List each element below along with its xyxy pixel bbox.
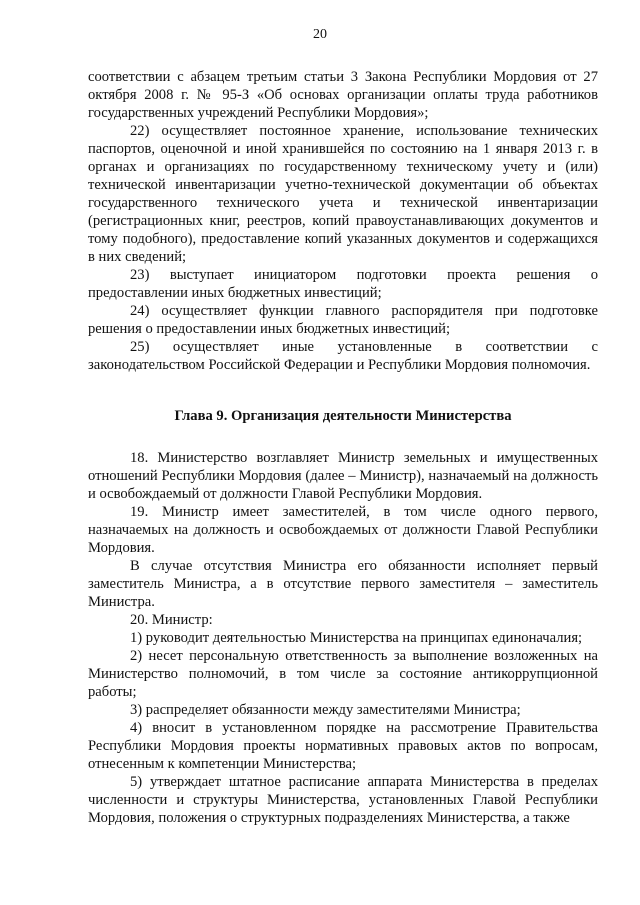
clause-19: 19. Министр имеет заместителей, в том числе одного первого, назначаемых на должность и освобождаемых от должности Главой Республики Мордовия.: [88, 504, 598, 556]
chapter-heading: Глава 9. Организация деятельности Министерства: [174, 408, 512, 424]
paragraph-continuation: соответствии с абзацем третьим статьи 3 Закона Республики Мордовия от 27 октября 2008 г. № 95-З «Об основах организации оплаты труда работников государственных учреждений Республики Мордовия»;: [88, 69, 598, 121]
clause-20-item-3: 3) распределяет обязанности между заместителями Министра;: [130, 702, 521, 718]
list-item-22: 22) осуществляет постоянное хранение, использование технических паспортов, оценочной и иной хранившейся по состоянию на 1 января 2013 г. в органах и организациях по государственному техническому учету и (или) технической инвентаризации учетно-технической документации об объектах государственного технического учета и технической инвентаризации (регистрационных книг, реестров, копий правоустанавливающих документов и тому подобного), предоставление копий указанных документов и содержащихся в них сведений;: [88, 123, 598, 265]
clause-20-item-5: 5) утверждает штатное расписание аппарата Министерства в пределах численности и структуры Министерства, установленных Главой Республики Мордовия, положения о структурных подразделениях Министерства, а также: [88, 774, 598, 826]
document-body: [88, 68, 598, 827]
list-item-24: 24) осуществляет функции главного распорядителя при подготовке решения о предоставлении иных бюджетных инвестиций;: [88, 303, 598, 337]
clause-20-item-1: 1) руководит деятельностью Министерства на принципах единоначалия;: [130, 630, 583, 646]
clause-18: 18. Министерство возглавляет Министр земельных и имущественных отношений Республики Мордовия (далее – Министр), назначаемый на должность и освобождаемый от должности Главой Республики Мордовия.: [88, 450, 598, 502]
clause-20-item-2: 2) несет персональную ответственность за выполнение возложенных на Министерство полномочий, в том числе за состояние антикоррупционной работы;: [88, 648, 598, 700]
page-number: 20: [313, 27, 327, 42]
list-item-23: 23) выступает инициатором подготовки проекта решения о предоставлении иных бюджетных инвестиций;: [88, 267, 598, 301]
clause-20-item-4: 4) вносит в установленном порядке на рассмотрение Правительства Республики Мордовия проекты нормативных правовых актов по вопросам, отнесенным к компетенции Министерства;: [88, 720, 598, 772]
clause-20-heading: 20. Министр:: [130, 612, 213, 628]
list-item-25: 25) осуществляет иные установленные в соответствии с законодательством Российской Федерации и Республики Мордовия полномочия.: [88, 339, 598, 373]
clause-19-deputy: В случае отсутствия Министра его обязанности исполняет первый заместитель Министра, а в отсутствие первого заместителя – заместитель Министра.: [88, 558, 598, 610]
